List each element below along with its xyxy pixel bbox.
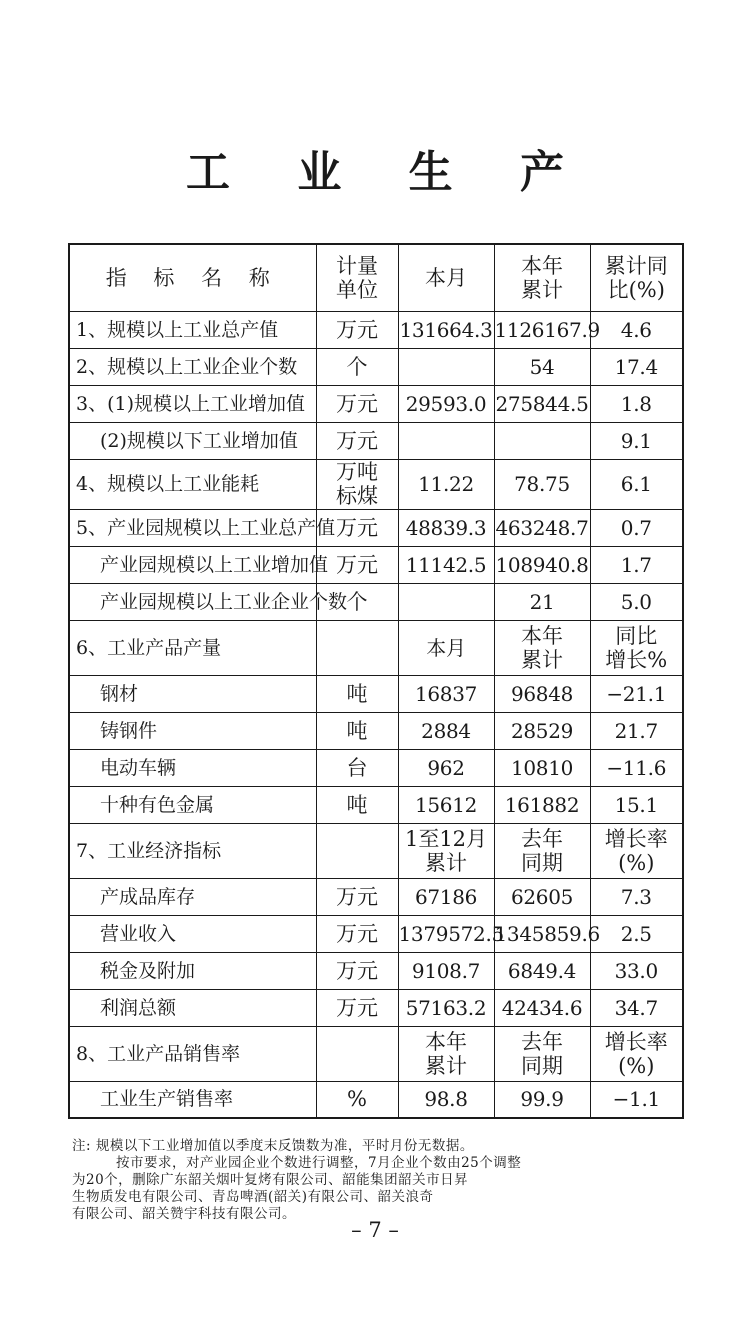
month-cell — [398, 422, 494, 459]
yoy-cell: 1.8 — [590, 385, 683, 422]
unit-cell: 吨 — [316, 712, 398, 749]
unit-cell: 万元 — [316, 952, 398, 989]
yoy-cell: 6.1 — [590, 459, 683, 509]
yoy-cell: 17.4 — [590, 348, 683, 385]
table-row — [69, 786, 683, 823]
ytd-cell: 42434.6 — [494, 989, 590, 1026]
month-cell: 98.8 — [398, 1081, 494, 1118]
month-cell: 57163.2 — [398, 989, 494, 1026]
page-title: 工 业 生 产 — [186, 147, 590, 198]
month-cell: 11142.5 — [398, 546, 494, 583]
indicator-name: 税金及附加 — [69, 952, 316, 989]
month-cell: 1379572.5 — [398, 915, 494, 952]
unit-cell: 个 — [316, 583, 398, 620]
unit-cell: 吨 — [316, 786, 398, 823]
month-cell: 本年 累计 — [398, 1026, 494, 1081]
footnote-line: 为20个，删除广东韶关烟叶复烤有限公司、韶能集团韶关市日昇 — [72, 1172, 469, 1188]
indicator-name: 8、工业产品销售率 — [69, 1026, 316, 1081]
header-month: 本月 — [398, 244, 494, 311]
month-cell: 15612 — [398, 786, 494, 823]
ytd-cell: 99.9 — [494, 1081, 590, 1118]
unit-cell: 万元 — [316, 509, 398, 546]
month-cell: 16837 — [398, 675, 494, 712]
ytd-cell: 54 — [494, 348, 590, 385]
yoy-cell: 2.5 — [590, 915, 683, 952]
unit-cell: 万吨 标煤 — [316, 459, 398, 509]
footnote-line: 按市要求，对产业园企业个数进行调整，7月企业个数由25个调整 — [116, 1155, 522, 1171]
month-cell: 67186 — [398, 878, 494, 915]
indicator-name: 6、工业产品产量 — [69, 620, 316, 675]
indicator-name: 产成品库存 — [69, 878, 316, 915]
table-row — [69, 1026, 683, 1081]
footnote-line: 注: 规模以下工业增加值以季度末反馈数为准，平时月份无数据。 — [72, 1138, 474, 1154]
table-row — [69, 823, 683, 878]
unit-cell: 万元 — [316, 546, 398, 583]
month-cell: 本月 — [398, 620, 494, 675]
table-row — [69, 546, 683, 583]
ytd-cell: 本年 累计 — [494, 620, 590, 675]
yoy-cell: 21.7 — [590, 712, 683, 749]
table-row — [69, 1081, 683, 1118]
unit-cell — [316, 620, 398, 675]
indicator-name: 利润总额 — [69, 989, 316, 1026]
yoy-cell: 4.6 — [590, 311, 683, 348]
unit-cell — [316, 1026, 398, 1081]
industrial-production-table — [68, 243, 684, 1119]
ytd-cell: 去年 同期 — [494, 823, 590, 878]
yoy-cell: 15.1 — [590, 786, 683, 823]
table-row — [69, 915, 683, 952]
indicator-name: (2)规模以下工业增加值 — [69, 422, 316, 459]
header-indicator-name: 指 标 名 称 — [69, 244, 316, 311]
ytd-cell: 108940.8 — [494, 546, 590, 583]
month-cell — [398, 583, 494, 620]
ytd-cell: 28529 — [494, 712, 590, 749]
indicator-name: 钢材 — [69, 675, 316, 712]
yoy-cell: 5.0 — [590, 583, 683, 620]
unit-cell: % — [316, 1081, 398, 1118]
unit-cell: 台 — [316, 749, 398, 786]
month-cell: 2884 — [398, 712, 494, 749]
month-cell: 962 — [398, 749, 494, 786]
month-cell: 1至12月 累计 — [398, 823, 494, 878]
unit-cell: 万元 — [316, 915, 398, 952]
yoy-cell: 33.0 — [590, 952, 683, 989]
month-cell — [398, 348, 494, 385]
table-row — [69, 459, 683, 509]
yoy-cell: −21.1 — [590, 675, 683, 712]
ytd-cell: 1126167.9 — [494, 311, 590, 348]
unit-cell: 万元 — [316, 878, 398, 915]
ytd-cell: 去年 同期 — [494, 1026, 590, 1081]
indicator-name: 电动车辆 — [69, 749, 316, 786]
ytd-cell: 10810 — [494, 749, 590, 786]
table-row — [69, 620, 683, 675]
ytd-cell: 6849.4 — [494, 952, 590, 989]
indicator-name: 产业园规模以上工业增加值 — [69, 546, 316, 583]
ytd-cell: 21 — [494, 583, 590, 620]
table-row — [69, 583, 683, 620]
header-yoy: 累计同 比(%) — [590, 244, 683, 311]
unit-cell: 个 — [316, 348, 398, 385]
yoy-cell: 9.1 — [590, 422, 683, 459]
month-cell: 131664.3 — [398, 311, 494, 348]
yoy-cell: 0.7 — [590, 509, 683, 546]
month-cell: 9108.7 — [398, 952, 494, 989]
ytd-cell: 463248.7 — [494, 509, 590, 546]
table-row — [69, 509, 683, 546]
ytd-cell: 1345859.6 — [494, 915, 590, 952]
footnote-line: 生物质发电有限公司、青岛啤酒(韶关)有限公司、韶关浪奇 — [72, 1189, 434, 1205]
header-ytd: 本年 累计 — [494, 244, 590, 311]
yoy-cell: 增长率 (%) — [590, 823, 683, 878]
indicator-name: 十种有色金属 — [69, 786, 316, 823]
table-row — [69, 878, 683, 915]
ytd-cell: 96848 — [494, 675, 590, 712]
indicator-name: 4、规模以上工业能耗 — [69, 459, 316, 509]
indicator-name: 工业生产销售率 — [69, 1081, 316, 1118]
table-row — [69, 989, 683, 1026]
table-row — [69, 712, 683, 749]
yoy-cell: 增长率 (%) — [590, 1026, 683, 1081]
header-unit: 计量 单位 — [316, 244, 398, 311]
indicator-name: 营业收入 — [69, 915, 316, 952]
ytd-cell: 161882 — [494, 786, 590, 823]
table-row — [69, 348, 683, 385]
indicator-name: 7、工业经济指标 — [69, 823, 316, 878]
table-header-row — [69, 244, 683, 311]
month-cell: 11.22 — [398, 459, 494, 509]
indicator-name: 产业园规模以上工业企业个数 — [69, 583, 316, 620]
indicator-name: 2、规模以上工业企业个数 — [69, 348, 316, 385]
indicator-name: 铸钢件 — [69, 712, 316, 749]
yoy-cell: 7.3 — [590, 878, 683, 915]
indicator-name: 1、规模以上工业总产值 — [69, 311, 316, 348]
unit-cell: 万元 — [316, 989, 398, 1026]
unit-cell: 万元 — [316, 311, 398, 348]
footnote — [72, 1138, 692, 1223]
month-cell: 29593.0 — [398, 385, 494, 422]
table-row — [69, 311, 683, 348]
ytd-cell — [494, 422, 590, 459]
page-number: – 7 – — [351, 1218, 399, 1242]
unit-cell: 吨 — [316, 675, 398, 712]
footnote-line: 有限公司、韶关赞宇科技有限公司。 — [72, 1206, 296, 1222]
unit-cell — [316, 823, 398, 878]
indicator-name: 3、(1)规模以上工业增加值 — [69, 385, 316, 422]
ytd-cell: 275844.5 — [494, 385, 590, 422]
yoy-cell: −1.1 — [590, 1081, 683, 1118]
table-row — [69, 675, 683, 712]
table-row — [69, 952, 683, 989]
table-row — [69, 749, 683, 786]
yoy-cell: −11.6 — [590, 749, 683, 786]
indicator-name: 5、产业园规模以上工业总产值 — [69, 509, 316, 546]
ytd-cell: 62605 — [494, 878, 590, 915]
table-row — [69, 385, 683, 422]
unit-cell: 万元 — [316, 422, 398, 459]
yoy-cell: 1.7 — [590, 546, 683, 583]
table-row — [69, 422, 683, 459]
month-cell: 48839.3 — [398, 509, 494, 546]
yoy-cell: 34.7 — [590, 989, 683, 1026]
yoy-cell: 同比 增长% — [590, 620, 683, 675]
ytd-cell: 78.75 — [494, 459, 590, 509]
unit-cell: 万元 — [316, 385, 398, 422]
